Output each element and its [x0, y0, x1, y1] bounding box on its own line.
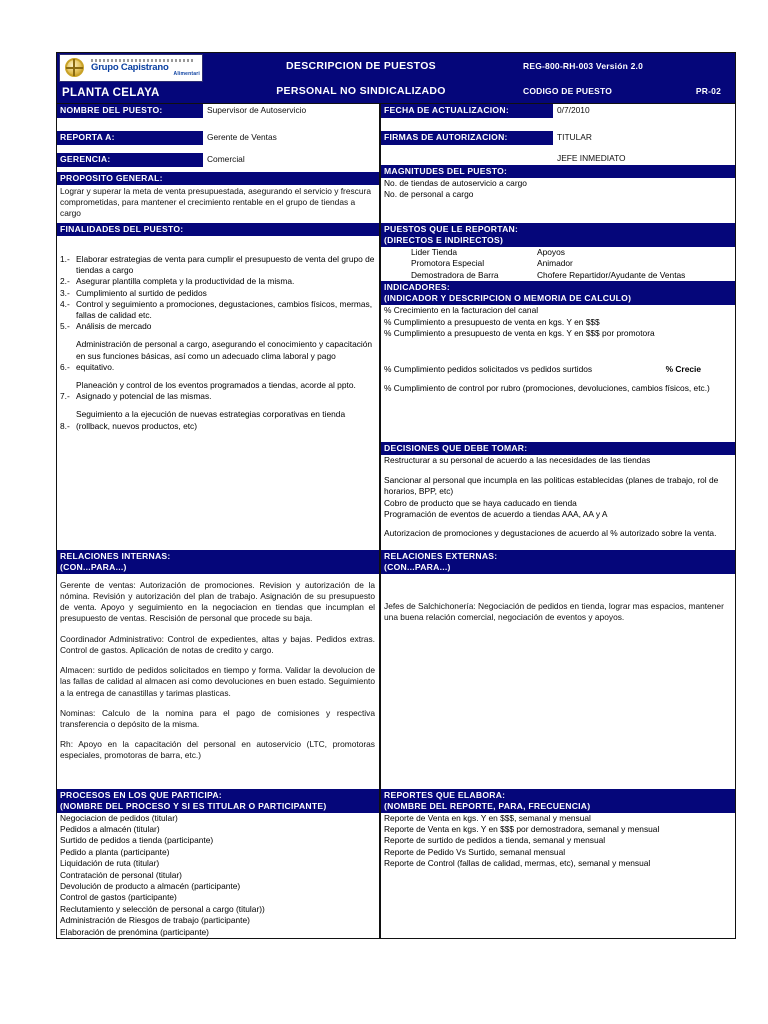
finalidad-number: 1.-	[60, 254, 70, 264]
nombre-del-puesto-value: Supervisor de Autoservicio	[207, 105, 307, 115]
header-title-column	[205, 53, 517, 103]
capistrano-emblem-icon	[62, 56, 88, 80]
proceso-item: Control de gastos (participante)	[60, 892, 177, 903]
proceso-item: Devolución de producto a almacén (participante)	[60, 880, 241, 891]
proceso-item: Surtido de pedidos a tienda (participante)	[60, 835, 214, 846]
fecha-actualizacion-label: FECHA DE ACTUALIZACION:	[381, 104, 553, 118]
left-column-identification	[57, 104, 381, 550]
reporta-a-label: REPORTA A:	[57, 131, 203, 145]
indicadores-header	[381, 281, 735, 305]
relacion-interna-paragraph: Gerente de ventas: Autorización de promociones. Revision y autorización de la nómina. Revisión y autorización del plan de trabajo. Asignación de su presupuesto de venta. Apoyo y seguimiento en la negociacion en tiendas que incumplan el presupuesto de ventas. Rescisión de personal que procede su baja.	[60, 579, 375, 624]
header-logo-column	[57, 53, 205, 103]
magnitudes-header: MAGNITUDES DEL PUESTO:	[381, 165, 735, 178]
finalidad-item	[57, 299, 379, 321]
indicador-control-text: % Cumplimiento de control por rubro (promociones, devoluciones, cambios físicos, etc.)	[384, 383, 710, 394]
indicadores-line2: (INDICADOR Y DESCRIPCION O MEMORIA DE CALCULO)	[384, 293, 632, 304]
logo-company-name: Grupo Capistrano	[91, 61, 169, 73]
reporte-item: Reporte de surtido de pedidos a tienda, semanal y mensual	[384, 835, 606, 846]
procesos-line1: PROCESOS EN LOS QUE PARTICIPA:	[60, 789, 222, 800]
right-column-identification	[381, 104, 735, 550]
magnitud-item: No. de tiendas de autoservicio a cargo	[384, 178, 527, 188]
relacion-interna-paragraph: Coordinador Administrativo: Control de expedientes, altas y bajas. Pedidos extras. Control de gastos. Aplicación de notas de credito y cargo.	[60, 633, 375, 655]
document-subtitle: PERSONAL NO SINDICALIZADO	[276, 84, 446, 97]
firma-jefe-inmediato-value: JEFE INMEDIATO	[557, 153, 626, 163]
field-firma-jefe	[381, 145, 735, 165]
section-relaciones	[57, 550, 735, 789]
reportes-line2: (NOMBRE DEL REPORTE, PARA, FRECUENCIA)	[384, 800, 591, 811]
field-fecha-actualizacion	[381, 104, 735, 118]
relacion-interna-paragraph: Nominas: Calculo de la nomina para el pago de comisiones y respectiva transferencia o depósito de la misma.	[60, 707, 375, 729]
finalidad-number: 6.-	[60, 361, 70, 372]
decision-item: Programación de eventos de acuerdo a tiendas AAA, AA y A	[384, 509, 608, 520]
finalidades-list	[57, 236, 379, 432]
relaciones-externas-body: Jefes de Salchichonería: Negociación de pedidos en tienda, lograr mas espacios, mantener una buena relación comercial, negociación de eventos y apoyos.	[384, 600, 724, 623]
firmas-autorizacion-label: FIRMAS DE AUTORIZACION:	[381, 131, 553, 145]
indicadores-list	[381, 305, 735, 394]
field-gerencia	[57, 153, 379, 167]
proceso-item: Administración de Riesgos de trabajo (participante)	[60, 915, 250, 926]
decisiones-list	[381, 455, 735, 539]
indicador-item: % Cumplimiento a presupuesto de venta en kgs. Y en $$$	[384, 316, 600, 327]
section-identification	[57, 104, 735, 550]
finalidad-number: 5.-	[60, 321, 70, 332]
puesto-directo: Promotora Especial	[411, 258, 485, 269]
firma-spacer	[381, 145, 553, 165]
document-reference-code: REG-800-RH-003 Versión 2.0	[523, 60, 643, 71]
reportes-header	[381, 789, 735, 813]
relaciones-externas-header	[381, 550, 735, 574]
finalidad-item	[57, 409, 379, 431]
left-column-procesos	[57, 789, 381, 938]
relacion-interna-paragraph: Almacen: surtido de pedidos solicitados en tiempo y forma. Validar la devolucion de las fallas de calidad al almacen asi como devoluciones en buen estado. Seguimiento a la entrega de canastillas y tarimas plasticas.	[60, 665, 375, 698]
decision-item: Cobro de producto que se haya caducado en tienda	[384, 497, 577, 508]
decisiones-header: DECISIONES QUE DEBE TOMAR:	[381, 442, 735, 455]
right-column-relaciones-externas	[381, 550, 735, 789]
relaciones-internas-body	[57, 574, 379, 763]
indicador-item: % Cumplimiento a presupuesto de venta en kgs. Y en $$$ por promotora	[384, 328, 655, 339]
puesto-indirecto: Apoyos	[537, 246, 565, 257]
plant-name: PLANTA CELAYA	[62, 86, 160, 99]
right-column-reportes	[381, 789, 735, 938]
finalidad-item	[57, 339, 379, 373]
finalidad-text: Planeación y control de los eventos programados a tiendas, acorde al ppto. Asignado y potencial de las mismas.	[76, 380, 356, 402]
decisiones-filler	[381, 540, 735, 550]
firma-titular-value: TITULAR	[557, 132, 592, 142]
relaciones-internas-line2: (CON...PARA...)	[60, 561, 127, 572]
proposito-general-header: PROPOSITO GENERAL:	[57, 172, 379, 185]
finalidad-text: Análisis de mercado	[76, 321, 152, 332]
proposito-general-text: Lograr y superar la meta de venta presupuestada, asegurando el servicio y frescura comprometidas, para mantener el crecimiento rentable en el grupo de tiendas a cargo	[60, 186, 371, 219]
puestos-reportan-line1: PUESTOS QUE LE REPORTAN:	[384, 223, 519, 234]
indicadores-line1: INDICADORES:	[384, 282, 451, 293]
position-code-row	[523, 78, 735, 103]
position-code-value: PR-02	[695, 85, 721, 96]
finalidad-item	[57, 288, 379, 299]
left-column-relaciones-internas	[57, 550, 381, 789]
finalidad-number: 7.-	[60, 391, 70, 402]
relaciones-internas-line1: RELACIONES INTERNAS:	[60, 550, 171, 561]
indicadores-gap	[381, 340, 735, 364]
reportes-line1: REPORTES QUE ELABORA:	[384, 789, 506, 800]
indicador-pedidos-row	[381, 364, 735, 376]
header-code-column	[517, 53, 735, 103]
finalidad-number: 3.-	[60, 287, 70, 298]
document-title: DESCRIPCION DE PUESTOS	[286, 59, 436, 72]
reporte-item: Reporte de Pedido Vs Surtido, semanal mensual	[384, 846, 566, 857]
spacer-row	[57, 145, 379, 153]
finalidades-filler	[57, 432, 379, 547]
proceso-item: Negociacion de pedidos (titular)	[60, 812, 178, 823]
reporte-item: Reporte de Venta en kgs. Y en $$$ por demostradora, semanal y mensual	[384, 823, 660, 834]
relaciones-externas-gap	[381, 574, 735, 600]
reportes-list	[381, 813, 735, 870]
reporta-a-value: Gerente de Ventas	[207, 132, 277, 142]
finalidad-number: 4.-	[60, 298, 70, 309]
decision-item: Sancionar al personal que incumpla en las politicas establecidas (planes de trabajo, rol de horarios, BPP, etc)	[384, 474, 719, 497]
decision-item: Restructurar a su personal de acuerdo a las necesidades de las tiendas	[384, 455, 651, 466]
indicador-item: % Crecimiento en la facturacion del canal	[384, 305, 539, 316]
puesto-indirecto: Animador	[537, 258, 573, 269]
finalidad-text: Control y seguimiento a promociones, degustaciones, cambios físicos, mermas, fallas de calidad etc.	[76, 298, 373, 321]
job-description-sheet	[56, 52, 736, 939]
procesos-list	[57, 813, 379, 938]
proceso-item: Pedido a planta (participante)	[60, 846, 170, 857]
magnitudes-list	[381, 178, 735, 201]
finalidad-text: Elaborar estrategias de venta para cumplir el presupuesto de venta del grupo de tiendas a cargo	[76, 254, 375, 276]
field-reporta-a	[57, 131, 379, 145]
finalidad-text: Administración de personal a cargo, asegurando el conocimiento y capacitación en sus funciones básicas, así como un adecuado clima laboral y pago equitativo.	[76, 339, 373, 372]
finalidades-del-puesto-header: FINALIDADES DEL PUESTO:	[57, 223, 379, 236]
indicador-pedidos-text: % Cumplimiento pedidos solicitados vs pedidos surtidos	[384, 363, 593, 374]
indicadores-filler	[381, 394, 735, 442]
finalidad-text: Seguimiento a la ejecución de nuevas estrategias corporativas en tienda (rollback, nuevos productos, etc)	[76, 409, 346, 431]
procesos-header	[57, 789, 379, 813]
table-row	[381, 258, 735, 270]
document-header	[57, 53, 735, 104]
spacer-row	[381, 118, 735, 131]
relacion-interna-paragraph: Rh: Apoyo en la capacitación del personal en autoservicio (LTC, promotoras especiales, promotoras de barra, etc.)	[60, 739, 375, 761]
table-row	[381, 247, 735, 259]
magnitudes-filler	[381, 201, 735, 223]
puestos-reportan-line2: (DIRECTOS E INDIRECTOS)	[384, 234, 504, 245]
finalidad-item	[57, 254, 379, 276]
relaciones-externas-line2: (CON...PARA...)	[384, 561, 451, 572]
puesto-directo: Lider Tienda	[411, 246, 458, 257]
proceso-item: Contratación de personal (titular)	[60, 869, 182, 880]
finalidad-number: 2.-	[60, 276, 70, 287]
company-logo	[59, 54, 203, 82]
relaciones-externas-line1: RELACIONES EXTERNAS:	[384, 550, 498, 561]
indicador-pedidos-metric: % Crecie	[665, 363, 701, 374]
puesto-indirecto: Chofere Repartidor/Ayudante de Ventas	[537, 269, 686, 280]
proceso-item: Pedidos a almacén (titular)	[60, 823, 160, 834]
fecha-actualizacion-value: 0/7/2010	[557, 105, 590, 115]
logo-text-block	[88, 59, 202, 78]
puesto-directo: Demostradora de Barra	[411, 269, 499, 280]
finalidad-number: 8.-	[60, 420, 70, 431]
proceso-item: Reclutamiento y selección de personal a cargo (titular))	[60, 903, 265, 914]
nombre-del-puesto-label: NOMBRE DEL PUESTO:	[57, 104, 203, 118]
decision-item: Autorizacion de promociones y degustaciones de acuerdo al % autorizado sobre la venta.	[384, 528, 717, 539]
section-procesos-reportes	[57, 789, 735, 938]
logo-company-subtitle: Alimentari	[173, 71, 200, 78]
proceso-item: Liquidación de ruta (titular)	[60, 858, 160, 869]
position-code-label: CODIGO DE PUESTO	[523, 85, 613, 96]
finalidad-item	[57, 321, 379, 332]
finalidad-item	[57, 380, 379, 402]
finalidad-text: Cumplimiento al surtido de pedidos	[76, 287, 207, 298]
gerencia-label: GERENCIA:	[57, 153, 203, 167]
puestos-reportan-header	[381, 223, 735, 247]
relaciones-internas-filler	[57, 763, 379, 789]
puestos-reportan-table	[381, 247, 735, 282]
field-firmas-autorizacion	[381, 131, 735, 145]
gerencia-value: Comercial	[207, 154, 245, 164]
reporte-item: Reporte de Venta en kgs. Y en $$$, semanal y mensual	[384, 812, 591, 823]
field-nombre-del-puesto	[57, 104, 379, 118]
table-row	[381, 270, 735, 282]
procesos-line2: (NOMBRE DEL PROCESO Y SI ES TITULAR O PARTICIPANTE)	[60, 800, 327, 811]
relaciones-internas-header	[57, 550, 379, 574]
magnitud-item: No. de personal a cargo	[384, 189, 474, 200]
reporte-item: Reporte de Control (fallas de calidad, mermas, etc), semanal y mensual	[384, 858, 651, 869]
indicadores-gap	[381, 375, 735, 383]
proceso-item: Elaboración de prenómina (participante)	[60, 926, 209, 937]
finalidad-text: Asegurar plantilla completa y la productividad de la misma.	[76, 276, 295, 287]
finalidad-item	[57, 276, 379, 287]
spacer-row	[57, 118, 379, 131]
